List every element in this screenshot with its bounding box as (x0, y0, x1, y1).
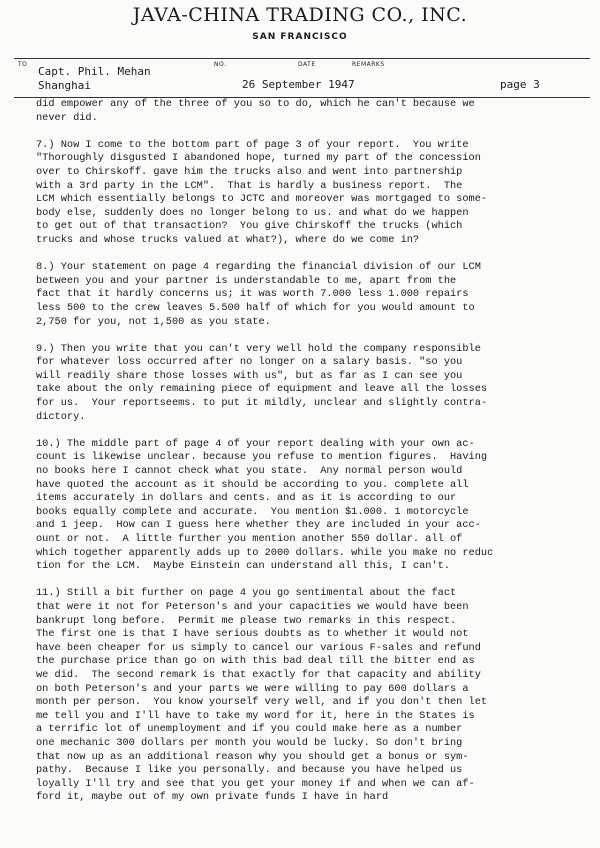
paragraph-7: 7.) Now I come to the bottom part of page 3 of your report. You write "Thoroughly disgusted I abandoned hope, turned my part of the concession over to Chirskoff. gave him the trucks also and went into partnership with a 3rd party in the LCM". That is hardly a business report. The LCM which essentially belongs to JCTC and moreover was mortgaged to some- body else, suddenly does no longer belong to us. and what do we happen to get out of that transaction? You give Chirskoff the trucks (which trucks and whose trucks valued at what?), where do we come in? (36, 138, 488, 246)
paragraph-continuation: did empower any of the three of you so to do, which he can't because we never did. (36, 98, 475, 124)
paragraph-11: 11.) Still a bit further on page 4 you go sentimental about the fact that were it not for Peterson's and your capacities we would have been bankrupt long before. Permit me please two remarks in this respect. The first one is that I have serious doubts as to whether it would not have been cheaper for us simply to cancel our various F-sales and refund the purchase price than go on with this bad deal till the bitter end as we did. The second remark is that exactly for that capacity and ability on both Peterson's and your parts we were willing to pay 600 dollars a month per person. You know yourself very well, and if you don't then let me tell you and I'll have to take my word for it, here in the States is a terrific lot of unemployment and if you could make here as a number one mechanic 300 dollars per month you would be lucky. So don't bring that now up as an additional reason why you should get a bonus or sym- pathy. Because I like you personally. and because you have helped us loyally I'll try and see that you get your money if and when we can af- ford it, maybe out of my own private funds I have in hard (36, 587, 488, 804)
remarks-label: REMARKS (352, 61, 385, 68)
letter-body (36, 98, 592, 805)
to-label: TO (18, 61, 28, 68)
page-number: page 3 (500, 78, 540, 91)
letter-date: 26 September 1947 (242, 78, 355, 91)
paragraph-9: 9.) Then you write that you can't very well hold the company responsible for whatever loss occurred after no longer on a salary basis. "so you will readily share those losses with us", but as far as I can see you take about the only remaining piece of equipment and leave all the losses for us. Your reportseems. to put it mildly, unclear and slightly contra- dictory. (36, 342, 488, 423)
company-city: SAN FRANCISCO (252, 32, 348, 42)
date-label: DATE (298, 61, 316, 68)
letter-header (14, 58, 590, 98)
no-label: NO. (214, 61, 227, 68)
company-name: JAVA-CHINA TRADING CO., INC. (132, 4, 468, 26)
recipient-city: Shanghai (38, 79, 91, 92)
paragraph-8: 8.) Your statement on page 4 regarding the financial division of our LCM between you and your partner is understandable to me, apart from the fact that it hardly concerns us; it was worth 7.000 less 1.000 repairs less 500 to the crew leaves 5.500 half of which for you would amount to 2,750 for you, not 1,500 as you state. (36, 261, 481, 328)
recipient-name: Capt. Phil. Mehan (38, 65, 151, 78)
paragraph-10: 10.) The middle part of page 4 of your report dealing with your own ac- count is likewise unclear. because you refuse to mention figures. Having no books here I cannot check what you state. Any normal person would have quoted the account as it should be according to you. complete all items accurately in dollars and cents. and as it is according to our books equally complete and accurate. You mention $1.000. 1 motorcycle and 1 jeep. How can I guess here whether they are included in your acc- ount or not. A little further you mention another 550 dollar. all of which together apparently adds up to 2000 dollars. while you make no reduc tion for the LCM. Maybe Einstein can understand all this, I can't. (36, 437, 494, 573)
